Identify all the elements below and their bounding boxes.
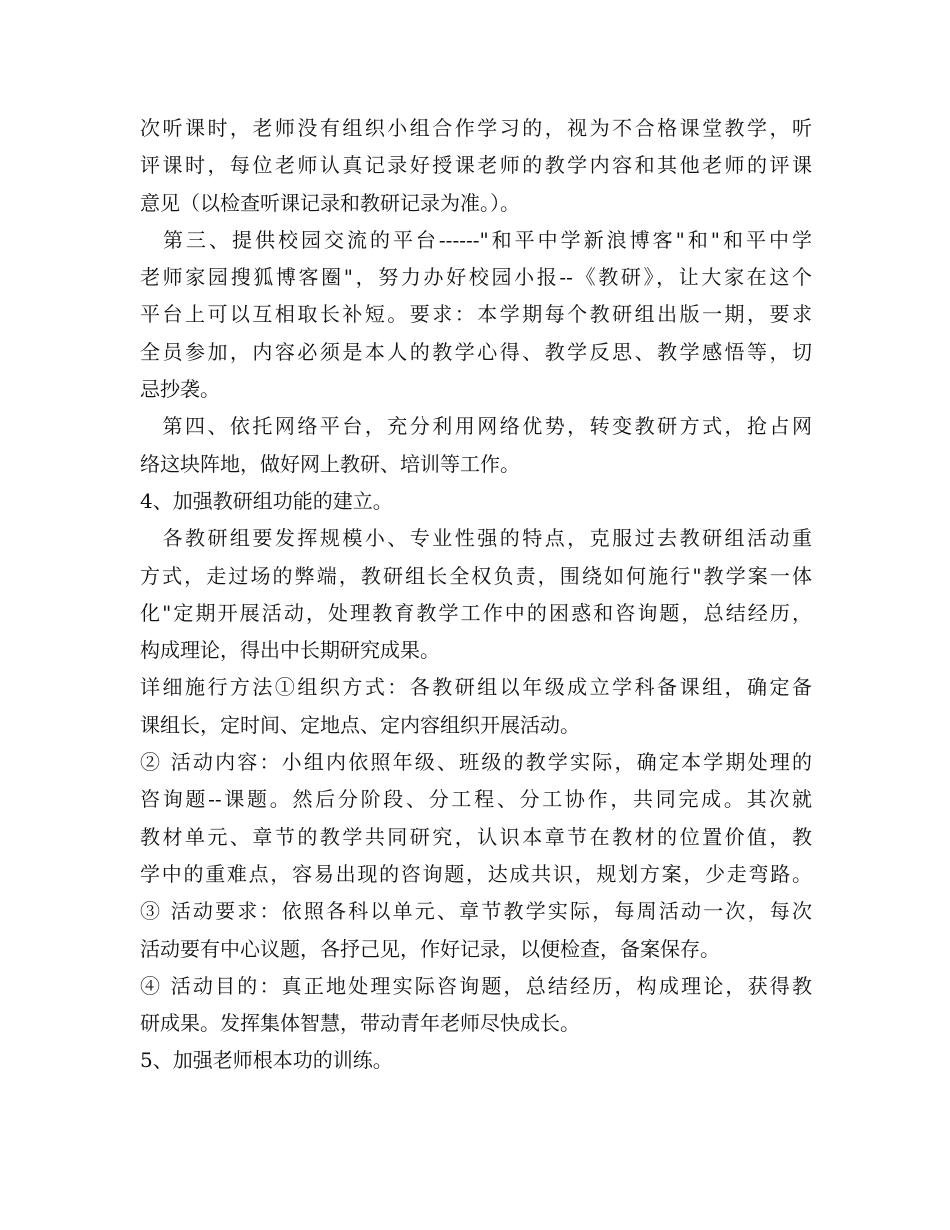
text-line: 老师家园搜狐博客圈"，努力办好校园小报--《教研》，让大家在这个 [140,265,812,290]
text-line: 意见（以检查听课记录和教研记录为准。）。 [140,190,520,215]
text-line: 活动要有中心议题，各抒己见，作好记录，以便检查，备案保存。 [140,936,720,961]
text-line: ④ 活动目的：真正地处理实际咨询题，总结经历，构成理论，获得教 [140,973,812,998]
text-line: 详细施行方法①组织方式：各教研组以年级成立学科备课组，确定备 [140,675,812,700]
text-line: 方式，走过场的弊端，教研组长全权负责，围绕如何施行"教学案一体 [140,563,812,588]
text-line: 4、加强教研组功能的建立。 [140,488,393,513]
text-line: 学中的重难点，容易出现的咨询题，达成共识，规划方案，少走弯路。 [140,861,812,886]
text-line: 各教研组要发挥规模小、专业性强的特点，克服过去教研组活动重 [140,526,812,551]
text-line: 次听课时，老师没有组织小组合作学习的，视为不合格课堂教学，听 [140,116,812,140]
document-body [140,110,812,1080]
text-line: 咨询题--课题。然后分阶段、分工程、分工协作，共同完成。其次就 [140,787,812,812]
text-line: 研成果。发挥集体智慧，带动青年老师尽快成长。 [140,1011,580,1036]
text-line: 教材单元、章节的教学共同研究，认识本章节在教材的位置价值，教 [140,824,812,849]
text-line: 构成理论，得出中长期研究成果。 [140,638,440,663]
text-line: 平台上可以互相取长补短。要求：本学期每个教研组出版一期，要求 [140,302,812,327]
text-line: 课组长，定时间、定地点、定内容组织开展活动。 [140,712,580,737]
text-line: ② 活动内容：小组内依照年级、班级的教学实际，确定本学期处理的 [140,750,812,775]
text-line: 第三、提供校园交流的平台------"和平中学新浪博客"和"和平中学 [140,227,812,252]
text-line: 全员参加，内容必须是本人的教学心得、教学反思、教学感悟等，切 [140,339,812,364]
text-line: 评课时，每位老师认真记录好授课老师的教学内容和其他老师的评课 [140,153,812,178]
text-line: ③ 活动要求：依照各科以单元、章节教学实际，每周活动一次，每次 [140,899,812,924]
text-line: 络这块阵地，做好网上教研、培训等工作。 [140,451,520,476]
text-line: 忌抄袭。 [140,377,220,402]
text-line: 化"定期开展活动，处理教育教学工作中的困惑和咨询题，总结经历， [140,600,812,625]
text-line: 第四、依托网络平台，充分利用网络优势，转变教研方式，抢占网 [140,414,812,439]
text-line: 5、加强老师根本功的训练。 [140,1048,393,1073]
